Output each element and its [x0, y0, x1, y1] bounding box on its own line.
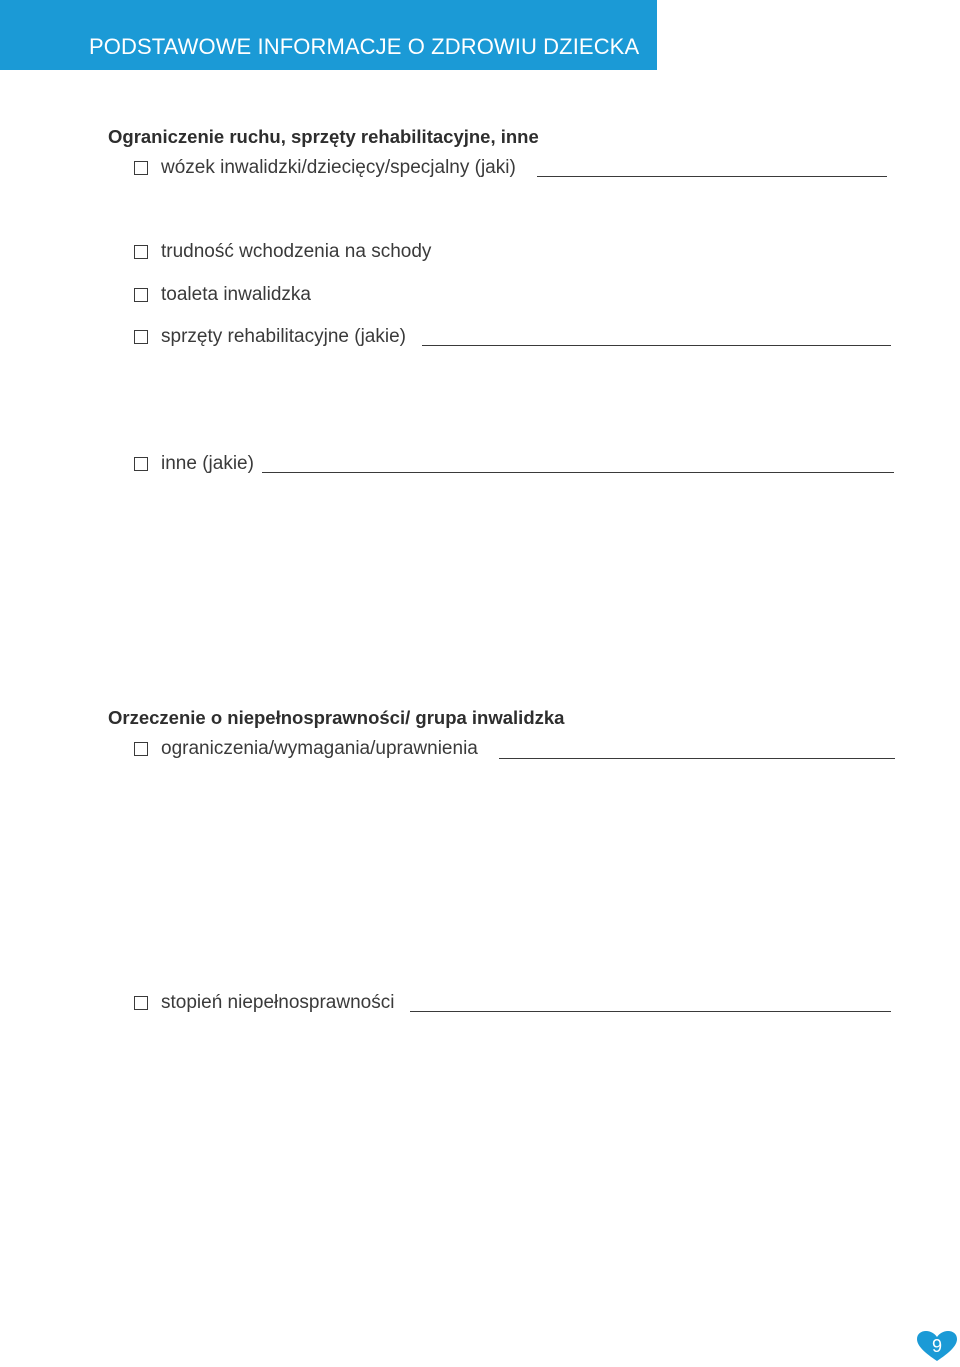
rehab-equipment-checkbox[interactable]	[134, 330, 148, 344]
page-number-badge	[917, 1331, 957, 1362]
disability-degree-answer-line[interactable]	[410, 1011, 891, 1012]
option-label: inne (jakie)	[161, 453, 254, 474]
other-checkbox[interactable]	[134, 457, 148, 471]
option-label: stopień niepełnosprawności	[161, 992, 395, 1013]
stairs-difficulty-checkbox[interactable]	[134, 245, 148, 259]
section-heading-mobility: Ograniczenie ruchu, sprzęty rehabilitacyjne, inne	[108, 126, 539, 147]
rehab-equipment-answer-line[interactable]	[422, 345, 891, 346]
restrictions-checkbox[interactable]	[134, 742, 148, 756]
page-number: 9	[931, 1336, 942, 1356]
section-heading-disability: Orzeczenie o niepełnosprawności/ grupa inwalidzka	[108, 707, 565, 728]
other-answer-line[interactable]	[262, 472, 894, 473]
option-label: ograniczenia/wymagania/uprawnienia	[161, 738, 478, 759]
header-bar	[0, 0, 657, 70]
page-title: PODSTAWOWE INFORMACJE O ZDROWIU DZIECKA	[89, 34, 640, 59]
restrictions-answer-line[interactable]	[499, 758, 895, 759]
option-label: wózek inwalidzki/dziecięcy/specjalny (jaki)	[161, 157, 516, 178]
option-label: trudność wchodzenia na schody	[161, 241, 432, 262]
accessible-toilet-checkbox[interactable]	[134, 288, 148, 302]
disability-degree-checkbox[interactable]	[134, 996, 148, 1010]
wheelchair-checkbox[interactable]	[134, 161, 148, 175]
wheelchair-answer-line[interactable]	[537, 176, 887, 177]
option-label: sprzęty rehabilitacyjne (jakie)	[161, 326, 406, 347]
option-label: toaleta inwalidzka	[161, 284, 311, 305]
